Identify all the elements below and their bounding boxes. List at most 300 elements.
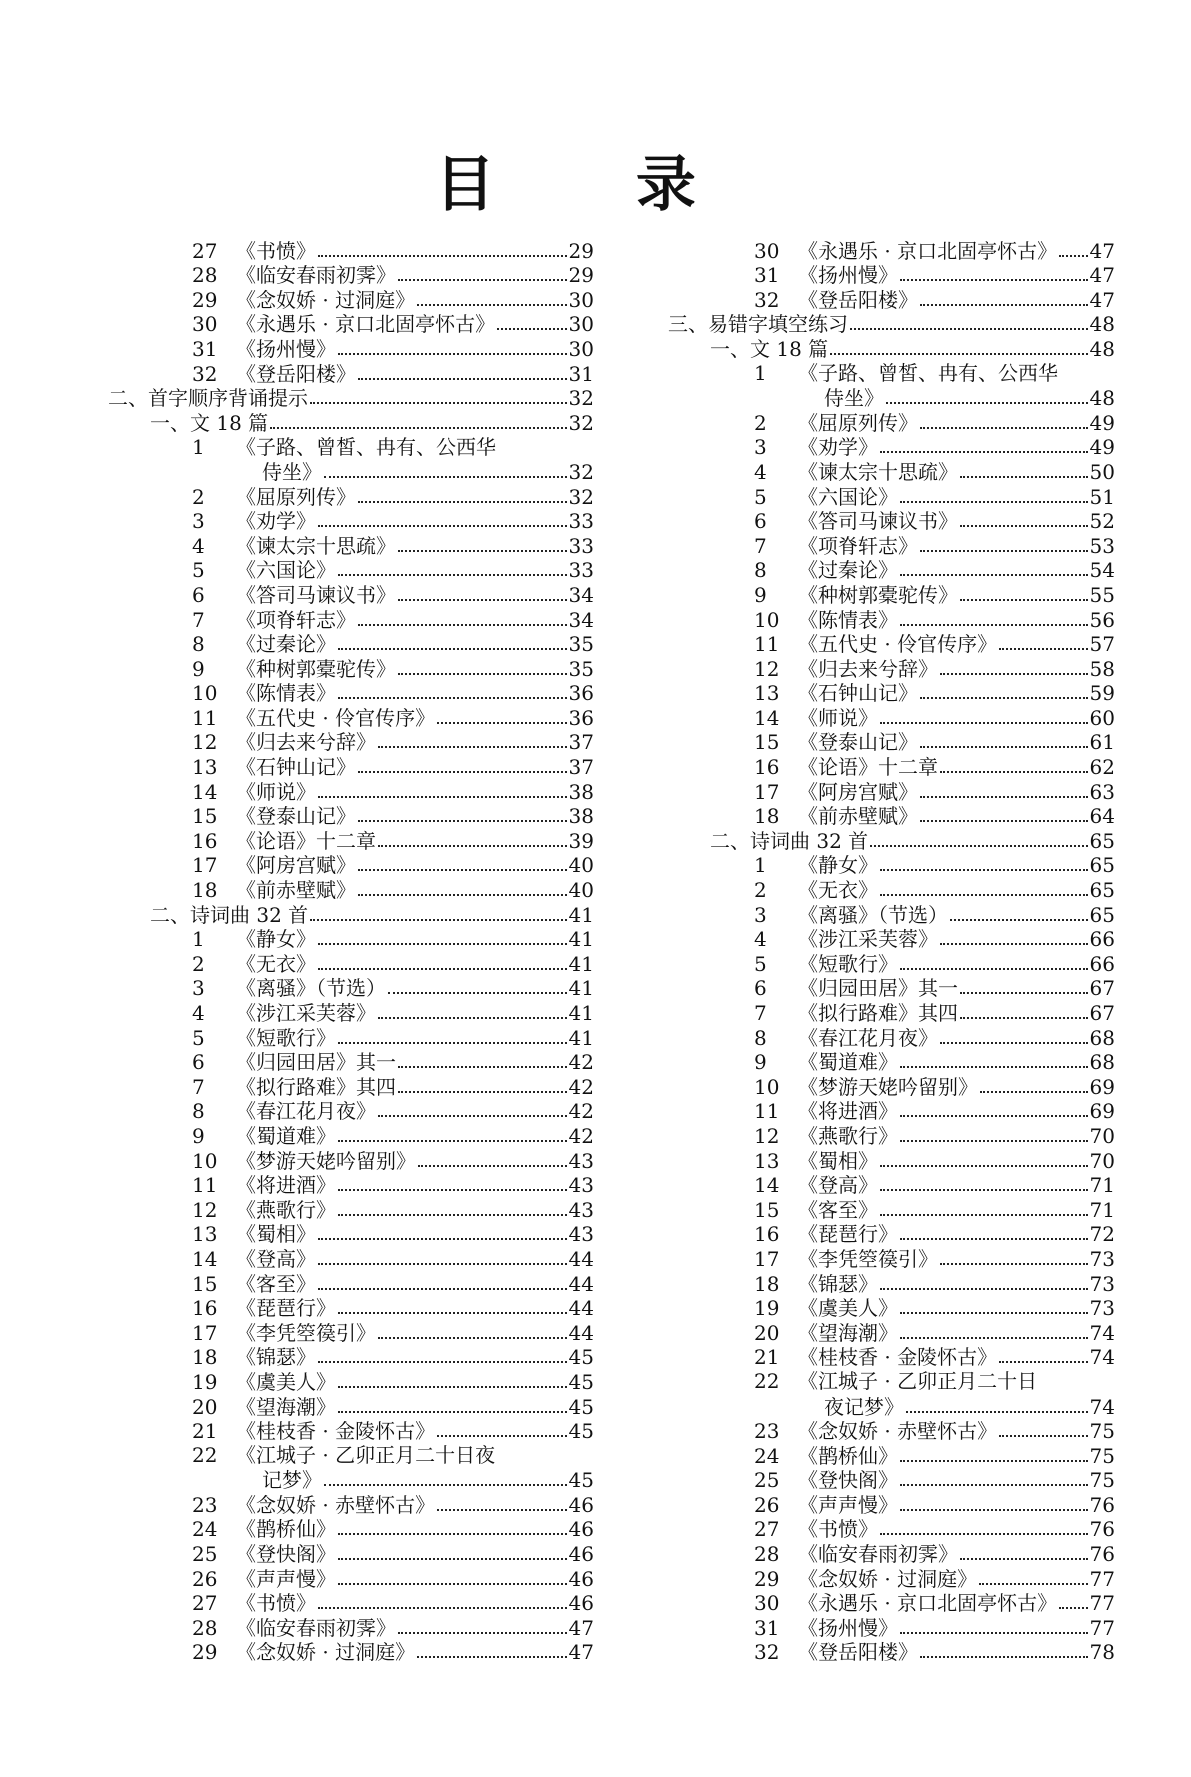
dot-leader	[358, 819, 567, 822]
dot-leader	[900, 1459, 1088, 1462]
dot-leader	[900, 623, 1088, 626]
toc-entry-number: 19	[754, 1296, 780, 1321]
toc-entry-title: 《屈原列传》	[798, 410, 918, 435]
toc-entry-title: 《短歌行》	[236, 1025, 336, 1050]
toc-entry	[108, 558, 594, 583]
toc-section-heading	[668, 336, 1115, 361]
toc-entry-page-number: 77	[1089, 1615, 1115, 1640]
dot-leader	[880, 450, 1088, 453]
toc-entry-page-number: 74	[1089, 1394, 1115, 1419]
toc-entry	[108, 828, 594, 853]
toc-entry-title: 《书愤》	[798, 1517, 878, 1542]
toc-entry-number: 16	[192, 1296, 218, 1321]
toc-entry	[668, 1615, 1115, 1640]
toc-entry-page-number: 35	[568, 656, 594, 681]
dot-leader	[338, 1410, 567, 1413]
dot-leader	[880, 721, 1088, 724]
toc-entry-number: 15	[754, 730, 780, 755]
toc-entry	[108, 1320, 594, 1345]
dot-leader	[338, 696, 567, 699]
toc-entry	[108, 656, 594, 681]
toc-entry	[668, 877, 1115, 902]
toc-entry-title: 《蜀相》	[236, 1222, 316, 1247]
dot-leader	[378, 844, 567, 847]
toc-entry	[108, 705, 594, 730]
toc-entry-number: 10	[754, 607, 780, 632]
toc-entry-page-number: 38	[568, 804, 594, 829]
toc-entry-page-number: 44	[568, 1296, 594, 1321]
toc-entry-number: 2	[754, 878, 767, 903]
toc-entry-page-number: 75	[1089, 1419, 1115, 1444]
toc-entry-page-number: 52	[1089, 509, 1115, 534]
toc-entry-number: 11	[754, 632, 780, 657]
toc-entry-number: 5	[754, 484, 767, 509]
toc-entry-title: 《鹊桥仙》	[236, 1517, 336, 1542]
toc-entry	[108, 681, 594, 706]
toc-entry-title: 《离骚》（节选）	[798, 902, 948, 927]
toc-entry-number: 25	[192, 1542, 218, 1567]
toc-entry-page-number: 73	[1089, 1271, 1115, 1296]
toc-entry-title: 《登岳阳楼》	[236, 361, 356, 386]
toc-entry	[108, 1271, 594, 1296]
toc-entry-page-number: 68	[1089, 1050, 1115, 1075]
toc-entry	[668, 1123, 1115, 1148]
dot-leader	[388, 991, 567, 994]
toc-entry-title: 《客至》	[236, 1271, 316, 1296]
toc-entry-page-number: 47	[1089, 238, 1115, 263]
dot-leader	[940, 672, 1088, 675]
dot-leader	[318, 942, 567, 945]
dot-leader	[940, 1041, 1088, 1044]
toc-entry-title: 《燕歌行》	[236, 1197, 336, 1222]
toc-entry-page-number: 78	[1089, 1640, 1115, 1665]
toc-entry-page-number: 38	[568, 779, 594, 804]
toc-entry-page-number: 44	[568, 1320, 594, 1345]
toc-entry	[108, 1369, 594, 1394]
dot-leader	[398, 1090, 567, 1093]
toc-entry-title: 《屈原列传》	[236, 484, 356, 509]
toc-entry-title: 《念奴娇 · 赤壁怀古》	[236, 1492, 436, 1517]
toc-entry-number: 6	[192, 1050, 205, 1075]
toc-entry-page-number: 30	[568, 336, 594, 361]
toc-entry	[108, 582, 594, 607]
toc-entry	[668, 779, 1115, 804]
dot-leader	[338, 1557, 567, 1560]
toc-entry-number: 32	[754, 1640, 780, 1665]
toc-entry-page-number: 67	[1089, 976, 1115, 1001]
toc-entry-title: 《临安春雨初霁》	[236, 1615, 396, 1640]
toc-entry-number: 20	[192, 1394, 218, 1419]
toc-entry-page-number: 35	[568, 632, 594, 657]
toc-entry-page-number: 41	[568, 1025, 594, 1050]
toc-entry-title: 《登快阁》	[236, 1542, 336, 1567]
toc-entry	[668, 1050, 1115, 1075]
toc-entry	[668, 1468, 1115, 1493]
dot-leader	[906, 1410, 1088, 1413]
toc-entry-number: 16	[754, 1222, 780, 1247]
dot-leader	[900, 1483, 1088, 1486]
toc-entry-page-number: 45	[568, 1345, 594, 1370]
toc-entry-page-number: 46	[568, 1492, 594, 1517]
toc-entry-title: 《过秦论》	[798, 558, 898, 583]
dot-leader	[999, 647, 1087, 650]
toc-entry-page-number: 33	[568, 558, 594, 583]
toc-entry-title: 《陈情表》	[236, 681, 336, 706]
toc-entry-title: 《六国论》	[798, 484, 898, 509]
toc-entry-title: 《无衣》	[798, 878, 878, 903]
toc-entry	[668, 951, 1115, 976]
toc-entry-page-number: 49	[1089, 410, 1115, 435]
toc-entry	[668, 1197, 1115, 1222]
toc-entry	[108, 263, 594, 288]
toc-entry-page-number: 49	[1089, 435, 1115, 460]
toc-entry-number: 14	[192, 779, 218, 804]
toc-entry-number: 24	[754, 1443, 780, 1468]
toc-entry-page-number: 44	[568, 1271, 594, 1296]
dot-leader	[398, 1631, 567, 1634]
toc-entry-number: 14	[754, 705, 780, 730]
toc-entry	[668, 1271, 1115, 1296]
toc-entry-number: 18	[192, 1345, 218, 1370]
toc-entry-title: 《静女》	[236, 927, 316, 952]
toc-entry-page-number: 65	[1089, 828, 1115, 853]
toc-entry-page-number: 46	[568, 1591, 594, 1616]
toc-entry-title: 《登岳阳楼》	[798, 1640, 918, 1665]
toc-entry-title: 《永遇乐 · 京口北固亭怀古》	[798, 238, 1058, 263]
dot-leader	[900, 500, 1088, 503]
page-title: 目 录	[435, 150, 756, 220]
toc-entry-page-number: 29	[568, 263, 594, 288]
toc-entry-page-number: 33	[568, 509, 594, 534]
toc-entry	[108, 877, 594, 902]
toc-entry	[108, 1173, 594, 1198]
toc-entry-number: 1	[192, 434, 205, 459]
toc-entry	[108, 361, 594, 386]
toc-entry	[668, 582, 1115, 607]
toc-entry-number: 10	[192, 1148, 218, 1173]
toc-entry-title: 《阿房宫赋》	[798, 779, 918, 804]
toc-entry	[108, 1025, 594, 1050]
dot-leader	[270, 426, 566, 429]
dot-leader	[318, 1606, 567, 1609]
toc-entry	[108, 1197, 594, 1222]
toc-entry-page-number: 64	[1089, 804, 1115, 829]
toc-entry-title: 《锦瑟》	[236, 1345, 316, 1370]
toc-entry-number: 26	[754, 1492, 780, 1517]
dot-leader	[437, 721, 566, 724]
toc-entry-number: 1	[754, 360, 767, 385]
toc-entry-number: 32	[192, 361, 218, 386]
toc-entry	[668, 361, 1115, 410]
toc-entry-page-number: 40	[568, 878, 594, 903]
toc-entry-number: 4	[754, 459, 767, 484]
toc-entry-page-number: 69	[1089, 1074, 1115, 1099]
dot-leader	[324, 1483, 567, 1486]
toc-entry-number: 9	[192, 656, 205, 681]
dot-leader	[338, 647, 567, 650]
dot-leader	[850, 327, 1088, 330]
toc-entry-title: 《江城子 · 乙卯正月二十日	[798, 1369, 1038, 1394]
toc-entry-number: 22	[754, 1369, 780, 1394]
toc-entry-number: 28	[192, 1615, 218, 1640]
toc-entry-title: 《李凭箜篌引》	[236, 1320, 376, 1345]
toc-entry-page-number: 65	[1089, 902, 1115, 927]
toc-entry-title: 《虞美人》	[236, 1369, 336, 1394]
dot-leader	[358, 868, 567, 871]
toc-entry-title: 《蜀道难》	[236, 1123, 336, 1148]
toc-section-heading	[668, 828, 1115, 853]
dot-leader	[950, 918, 1088, 921]
toc-entry	[108, 1492, 594, 1517]
toc-entry	[108, 1419, 594, 1444]
toc-entry	[668, 754, 1115, 779]
dot-leader	[960, 598, 1088, 601]
dot-leader	[900, 573, 1088, 576]
toc-entry	[668, 484, 1115, 509]
dot-leader	[900, 1065, 1088, 1068]
dot-leader	[378, 745, 567, 748]
toc-entry	[108, 779, 594, 804]
toc-entry-page-number: 69	[1089, 1099, 1115, 1124]
toc-entry-page-number: 37	[568, 755, 594, 780]
toc-entry-page-number: 46	[568, 1566, 594, 1591]
toc-entry	[668, 1320, 1115, 1345]
toc-entry	[668, 263, 1115, 288]
toc-entry-number: 9	[754, 582, 767, 607]
toc-entry	[108, 730, 594, 755]
toc-entry-number: 15	[192, 1271, 218, 1296]
toc-entry-page-number: 76	[1089, 1492, 1115, 1517]
toc-entry-page-number: 30	[568, 287, 594, 312]
toc-entry-number: 30	[754, 1591, 780, 1616]
toc-entry	[108, 1345, 594, 1370]
toc-entry-title: 《梦游天姥吟留别》	[236, 1148, 416, 1173]
toc-entry-title: 《答司马谏议书》	[236, 582, 396, 607]
toc-entry-title: 《陈情表》	[798, 607, 898, 632]
toc-entry	[108, 1000, 594, 1025]
toc-entry-title: 《春江花月夜》	[236, 1099, 376, 1124]
toc-entry	[668, 1074, 1115, 1099]
dot-leader	[338, 573, 567, 576]
toc-entry-number: 6	[754, 509, 767, 534]
toc-entry-title: 《短歌行》	[798, 951, 898, 976]
toc-entry-title: 《拟行路难》其四	[798, 1001, 958, 1025]
dot-leader	[338, 1385, 567, 1388]
toc-entry-title: 《登高》	[236, 1246, 316, 1271]
toc-entry	[108, 238, 594, 263]
dot-leader	[960, 1016, 1088, 1019]
toc-entry-number: 9	[754, 1050, 767, 1075]
toc-entry-page-number: 34	[568, 582, 594, 607]
toc-entry-page-number: 36	[568, 681, 594, 706]
toc-entry-title: 《项脊轩志》	[236, 607, 356, 632]
toc-entry-title: 《琵琶行》	[236, 1296, 336, 1321]
toc-entry-title: 《五代史 · 伶官传序》	[236, 705, 436, 730]
dot-leader	[318, 524, 567, 527]
section-heading-title: 三、易错字填空练习	[668, 312, 848, 337]
toc-entry-number: 8	[192, 1099, 205, 1124]
toc-entry	[108, 1443, 594, 1492]
dot-leader	[338, 352, 567, 355]
toc-entry-number: 14	[192, 1246, 218, 1271]
toc-entry-number: 11	[754, 1099, 780, 1124]
toc-entry-page-number: 39	[568, 828, 594, 853]
toc-entry-number: 12	[754, 1123, 780, 1148]
toc-entry-title: 《声声慢》	[798, 1492, 898, 1517]
toc-entry-page-number: 31	[568, 361, 594, 386]
toc-entry-page-number: 68	[1089, 1025, 1115, 1050]
toc-entry-page-number: 58	[1089, 656, 1115, 681]
toc-entry-title: 《蜀道难》	[798, 1050, 898, 1075]
dot-leader	[880, 893, 1088, 896]
toc-entry	[668, 1296, 1115, 1321]
toc-entry-title: 《蜀相》	[798, 1148, 878, 1173]
toc-entry-number: 18	[754, 1271, 780, 1296]
toc-section-heading	[108, 386, 594, 411]
dot-leader	[880, 868, 1088, 871]
toc-entry-page-number: 70	[1089, 1148, 1115, 1173]
dot-leader	[338, 1188, 567, 1191]
toc-entry-number: 12	[192, 730, 218, 755]
toc-entry-page-number: 43	[568, 1222, 594, 1247]
toc-entry-number: 23	[754, 1419, 780, 1444]
toc-entry-page-number: 40	[568, 853, 594, 878]
dot-leader	[920, 745, 1088, 748]
toc-section-heading	[108, 902, 594, 927]
dot-leader	[880, 1213, 1088, 1216]
toc-entry-number: 29	[192, 287, 218, 312]
toc-entry-number: 5	[192, 558, 205, 583]
toc-entry-page-number: 41	[568, 951, 594, 976]
toc-entry-title: 《梦游天姥吟留别》	[798, 1074, 978, 1099]
toc-entry-title: 《望海潮》	[236, 1394, 336, 1419]
dot-leader	[920, 303, 1088, 306]
toc-entry	[108, 509, 594, 534]
toc-entry	[668, 1099, 1115, 1124]
toc-entry	[108, 1566, 594, 1591]
toc-entry-number: 26	[192, 1566, 218, 1591]
toc-entry	[668, 1148, 1115, 1173]
toc-entry-title: 《项脊轩志》	[798, 533, 918, 558]
toc-entry-number: 10	[754, 1074, 780, 1099]
dot-leader	[900, 1114, 1088, 1117]
toc-entry-title: 《春江花月夜》	[798, 1025, 938, 1050]
toc-entry	[668, 1025, 1115, 1050]
toc-entry	[108, 754, 594, 779]
dot-leader	[940, 942, 1088, 945]
toc-entry-title: 《扬州慢》	[798, 1615, 898, 1640]
toc-entry-number: 7	[192, 1074, 205, 1099]
dot-leader	[437, 1508, 566, 1511]
toc-entry-number: 27	[192, 238, 218, 263]
toc-entry	[668, 730, 1115, 755]
dot-leader	[338, 1311, 567, 1314]
toc-entry	[668, 804, 1115, 829]
toc-entry-title: 《六国论》	[236, 558, 336, 583]
dot-leader	[338, 1532, 567, 1535]
toc-entry-number: 16	[192, 828, 218, 853]
toc-section-heading	[108, 410, 594, 435]
toc-entry-number: 29	[754, 1566, 780, 1591]
dot-leader	[338, 1041, 567, 1044]
toc-entry	[668, 533, 1115, 558]
toc-entry-number: 13	[754, 681, 780, 706]
toc-entry	[668, 607, 1115, 632]
dot-leader	[1059, 1606, 1087, 1609]
dot-leader	[830, 352, 1087, 355]
toc-entry-page-number: 45	[568, 1394, 594, 1419]
toc-entry-title: 《前赤壁赋》	[798, 804, 918, 829]
toc-entry	[668, 1517, 1115, 1542]
toc-entry-title: 《书愤》	[236, 238, 316, 263]
toc-entry-page-number: 48	[1089, 386, 1115, 411]
toc-entry-title: 《声声慢》	[236, 1566, 336, 1591]
toc-entry	[668, 1222, 1115, 1247]
toc-entry-page-number: 42	[568, 1074, 594, 1099]
toc-entry-title: 《子路、曾皙、冉有、公西华	[236, 434, 496, 459]
toc-entry-title-continued: 侍坐》	[824, 386, 884, 411]
toc-entry-number: 27	[192, 1591, 218, 1616]
toc-entry-number: 3	[754, 435, 767, 460]
toc-entry-title: 《客至》	[798, 1197, 878, 1222]
toc-entry	[668, 1566, 1115, 1591]
toc-entry-title: 《李凭箜篌引》	[798, 1246, 938, 1271]
toc-entry-number: 7	[192, 607, 205, 632]
toc-entry-title: 《种树郭橐驼传》	[798, 582, 958, 607]
toc-entry-page-number: 59	[1089, 681, 1115, 706]
toc-entry-title: 《将进酒》	[236, 1173, 336, 1198]
toc-entry-number: 15	[192, 804, 218, 829]
toc-entry-number: 3	[192, 976, 205, 1001]
dot-leader	[940, 770, 1088, 773]
toc-entry	[668, 459, 1115, 484]
toc-entry-page-number: 76	[1089, 1542, 1115, 1567]
section-heading-title: 二、首字顺序背诵提示	[108, 386, 308, 411]
dot-leader	[900, 1139, 1088, 1142]
toc-entry-number: 19	[192, 1369, 218, 1394]
dot-leader	[920, 696, 1088, 699]
dot-leader	[417, 303, 566, 306]
toc-entry-title: 《江城子 · 乙卯正月二十日夜	[236, 1443, 496, 1468]
toc-entry-title: 《五代史 · 伶官传序》	[798, 632, 998, 657]
toc-entry-title: 《论语》十二章	[798, 755, 938, 780]
toc-entry-page-number: 61	[1089, 730, 1115, 755]
toc-entry-title: 《虞美人》	[798, 1296, 898, 1321]
toc-entry-title: 《琵琶行》	[798, 1222, 898, 1247]
toc-entry-number: 17	[754, 779, 780, 804]
toc-entry-number: 6	[192, 582, 205, 607]
dot-leader	[417, 1655, 566, 1658]
dot-leader	[880, 1287, 1088, 1290]
toc-entry	[108, 1640, 594, 1665]
toc-entry-page-number: 50	[1089, 459, 1115, 484]
toc-entry-number: 20	[754, 1320, 780, 1345]
toc-entry-title: 《谏太宗十思疏》	[236, 533, 396, 558]
toc-entry-title: 《离骚》（节选）	[236, 976, 386, 1001]
toc-entry-title: 《锦瑟》	[798, 1271, 878, 1296]
toc-entry	[668, 705, 1115, 730]
toc-entry-page-number: 45	[568, 1468, 594, 1493]
toc-entry-page-number: 48	[1089, 336, 1115, 361]
toc-entry-number: 16	[754, 755, 780, 780]
dot-leader	[318, 1262, 567, 1265]
toc-entry	[108, 312, 594, 337]
toc-entry-title: 《望海潮》	[798, 1320, 898, 1345]
toc-entry-number: 14	[754, 1173, 780, 1198]
toc-entry-title: 《将进酒》	[798, 1099, 898, 1124]
toc-entry-title: 《拟行路难》其四	[236, 1074, 396, 1099]
toc-entry-title: 《谏太宗十思疏》	[798, 459, 958, 484]
